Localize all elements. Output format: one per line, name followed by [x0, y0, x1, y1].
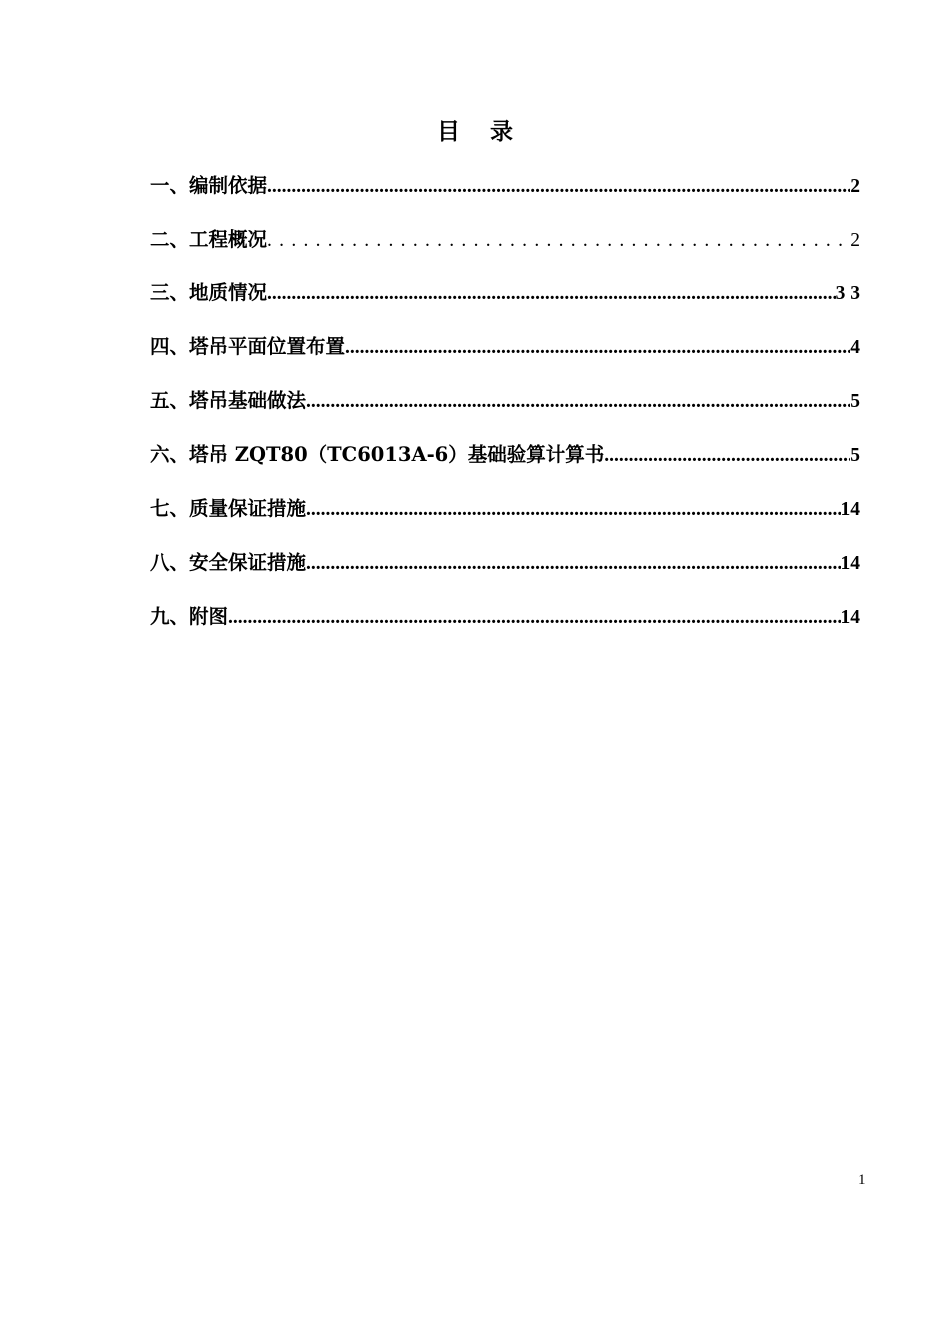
toc-entry[interactable]: [150, 547, 860, 579]
toc-entry-leader: [306, 499, 840, 521]
toc-entry[interactable]: [150, 493, 860, 525]
toc-entry-page: 14: [840, 499, 860, 520]
toc-entry[interactable]: [150, 224, 860, 256]
toc-entry[interactable]: [150, 277, 860, 309]
toc-entry-page: 4: [850, 337, 860, 358]
toc-entry-leader: [267, 176, 850, 198]
toc-entry-page: 5: [850, 445, 860, 466]
toc-entry-leader: [345, 337, 850, 359]
toc-entry-page: 14: [840, 553, 860, 574]
toc-entry-leader: [228, 607, 840, 629]
toc-entry-label: 一、编制依据: [150, 174, 268, 197]
toc-entry-leader: [604, 445, 850, 467]
toc-entry-page: 3 3: [835, 283, 860, 304]
toc-entry-label: 四、塔吊平面位置布置: [150, 335, 346, 358]
toc-entry-leader: [306, 391, 850, 413]
toc-entry-page: 2: [850, 230, 860, 251]
toc-entry-page: 5: [850, 391, 860, 412]
toc-entry[interactable]: [150, 331, 860, 363]
toc-entry-leader: [267, 283, 836, 305]
toc-entry-page: 14: [840, 607, 860, 628]
toc-entry-label: 六、塔吊 ZQT80（TC6013A-6）基础验算计算书: [150, 443, 605, 466]
toc-entry-label: 三、地质情况: [150, 281, 268, 304]
toc-entry-label: 二、工程概况: [150, 228, 268, 251]
toc-entry[interactable]: [150, 439, 860, 471]
toc-entry-label: 八、安全保证措施: [150, 551, 307, 574]
toc-entry-label: 九、附图: [150, 605, 229, 628]
toc-title-part2: 录: [490, 118, 513, 145]
toc-entry-leader: [267, 230, 846, 252]
toc-entry[interactable]: [150, 601, 860, 633]
toc-title: [0, 113, 950, 146]
toc-entry-label: 七、质量保证措施: [150, 497, 307, 520]
toc-title-part1: 目: [437, 118, 460, 145]
toc-entry[interactable]: [150, 170, 860, 202]
toc-entry-page: 2: [850, 176, 860, 197]
toc-entry[interactable]: [150, 385, 860, 417]
page-number: 1: [858, 1172, 866, 1188]
toc-entry-label: 五、塔吊基础做法: [150, 389, 307, 412]
toc-entry-leader: [306, 553, 840, 575]
